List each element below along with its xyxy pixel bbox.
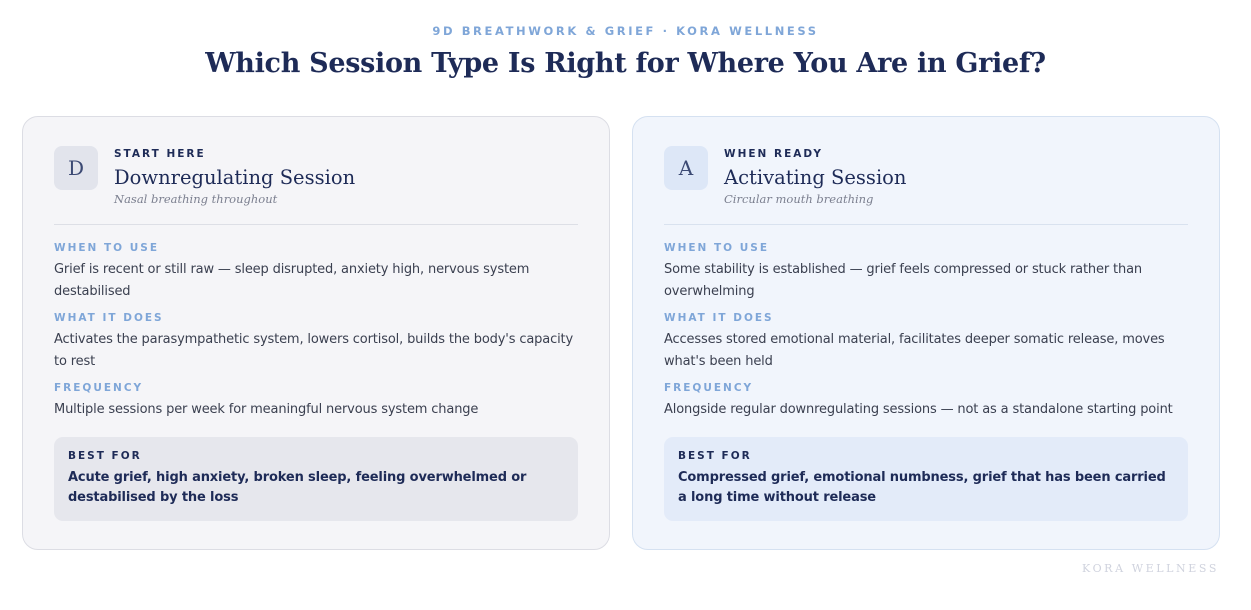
what-it-does-label: WHAT IT DOES bbox=[54, 312, 164, 324]
frequency-text: Multiple sessions per week for meaningful nervous system change bbox=[54, 402, 479, 417]
activating-session-card bbox=[632, 116, 1220, 550]
card-divider bbox=[54, 224, 578, 225]
when-to-use-text: Some stability is established — grief feels compressed or stuck rather than overwhelming bbox=[664, 262, 1142, 299]
session-letter-badge: A bbox=[664, 146, 708, 190]
card-divider bbox=[664, 224, 1188, 225]
when-to-use-label: WHEN TO USE bbox=[54, 242, 159, 254]
card-title: Activating Session bbox=[724, 166, 907, 189]
frequency-label: FREQUENCY bbox=[54, 382, 144, 394]
when-to-use-text: Grief is recent or still raw — sleep disrupted, anxiety high, nervous system destabilised bbox=[54, 262, 530, 299]
page-eyebrow: 9D BREATHWORK & GRIEF · KORA WELLNESS bbox=[432, 24, 819, 38]
what-it-does-text: Activates the parasympathetic system, lowers cortisol, builds the body's capacity to rest bbox=[54, 332, 574, 369]
card-header bbox=[664, 146, 1188, 224]
best-for-text: Acute grief, high anxiety, broken sleep, feeling overwhelmed or destabilised by the loss bbox=[68, 470, 527, 505]
card-kicker: WHEN READY bbox=[724, 148, 823, 160]
page-title: Which Session Type Is Right for Where You Are in Grief? bbox=[205, 48, 1046, 79]
card-header-text bbox=[114, 147, 355, 207]
best-for-label: BEST FOR bbox=[678, 450, 752, 462]
card-header bbox=[54, 146, 578, 224]
session-letter-badge: D bbox=[54, 146, 98, 190]
frequency-label: FREQUENCY bbox=[664, 382, 754, 394]
card-header-text bbox=[724, 147, 906, 207]
frequency-text: Alongside regular downregulating sessions — not as a standalone starting point bbox=[664, 402, 1173, 417]
what-it-does-label: WHAT IT DOES bbox=[664, 312, 774, 324]
card-kicker: START HERE bbox=[114, 148, 206, 160]
best-for-label: BEST FOR bbox=[68, 450, 142, 462]
card-subtitle: Circular mouth breathing bbox=[724, 192, 874, 206]
best-for-box bbox=[664, 437, 1188, 521]
downregulating-session-card bbox=[22, 116, 610, 550]
footer-brand-mark: KORA WELLNESS bbox=[1082, 562, 1219, 575]
card-subtitle: Nasal breathing throughout bbox=[114, 192, 278, 206]
card-title: Downregulating Session bbox=[114, 166, 356, 189]
best-for-text: Compressed grief, emotional numbness, grief that has been carried a long time without release bbox=[678, 470, 1166, 505]
what-it-does-text: Accesses stored emotional material, facilitates deeper somatic release, moves what's been held bbox=[664, 332, 1165, 369]
when-to-use-label: WHEN TO USE bbox=[664, 242, 769, 254]
best-for-box bbox=[54, 437, 578, 521]
